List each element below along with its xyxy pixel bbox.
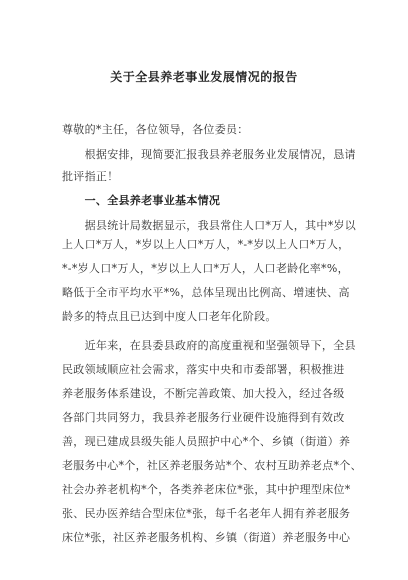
section-heading-1: 一、全县养老事业基本情况 xyxy=(62,194,221,207)
paragraph-1-line-4: 略低于全市平均水平*%，总体呈现出比例高、增速快、高 xyxy=(62,286,350,299)
paragraph-2-line-2: 民政领域顺应社会需求，落实中央和市委部署，积极推进 xyxy=(62,363,345,376)
salutation: 尊敬的*主任，各位领导，各位委员： xyxy=(62,123,249,136)
paragraph-2-line-5: 善，现已建成县级失能人员照护中心*个、乡镇（街道）养 xyxy=(62,435,351,448)
paragraph-1-line-5: 龄多的特点且已达到中度人口老年化阶段。 xyxy=(62,310,277,323)
document-title: 关于全县养老事业发展情况的报告 xyxy=(110,70,298,84)
paragraph-2-line-6: 老服务中心*个，社区养老服务站*个、农村互助养老点*个、 xyxy=(62,459,362,472)
paragraph-2-line-8: 张、民办医养结合型床位*张，每千名老年人拥有养老服务 xyxy=(62,507,351,520)
paragraph-2-line-1: 近年来，在县委县政府的高度重视和坚强领导下，全县 xyxy=(62,339,356,352)
intro-line-1: 根据安排，现简要汇报我县养老服务业发展情况，恳请 xyxy=(62,148,356,161)
intro-line-2: 批评指正！ xyxy=(62,170,119,183)
paragraph-2-line-3: 养老服务体系建设，不断完善政策、加大投入，经过各级 xyxy=(62,387,345,400)
paragraph-1-line-1: 据县统计局数据显示，我县常住人口*万人，其中*岁以 xyxy=(62,219,357,232)
paragraph-2-line-9: 床位*张，社区养老服务机构、乡镇（街道）养老服务中心 xyxy=(62,531,351,544)
paragraph-1-line-2: 上人口*万人，*岁以上人口*万人，*-*岁以上人口*万人， xyxy=(62,238,350,251)
paragraph-1-line-3: *-*岁人口*万人，*岁以上人口*万人，人口老龄化率*%， xyxy=(62,262,349,275)
paragraph-2-line-4: 各部门共同努力，我县养老服务行业硬件设施得到有效改 xyxy=(62,411,345,424)
paragraph-2-line-7: 社会办养老机构*个，各类养老床位*张，其中护理型床位* xyxy=(62,483,351,496)
